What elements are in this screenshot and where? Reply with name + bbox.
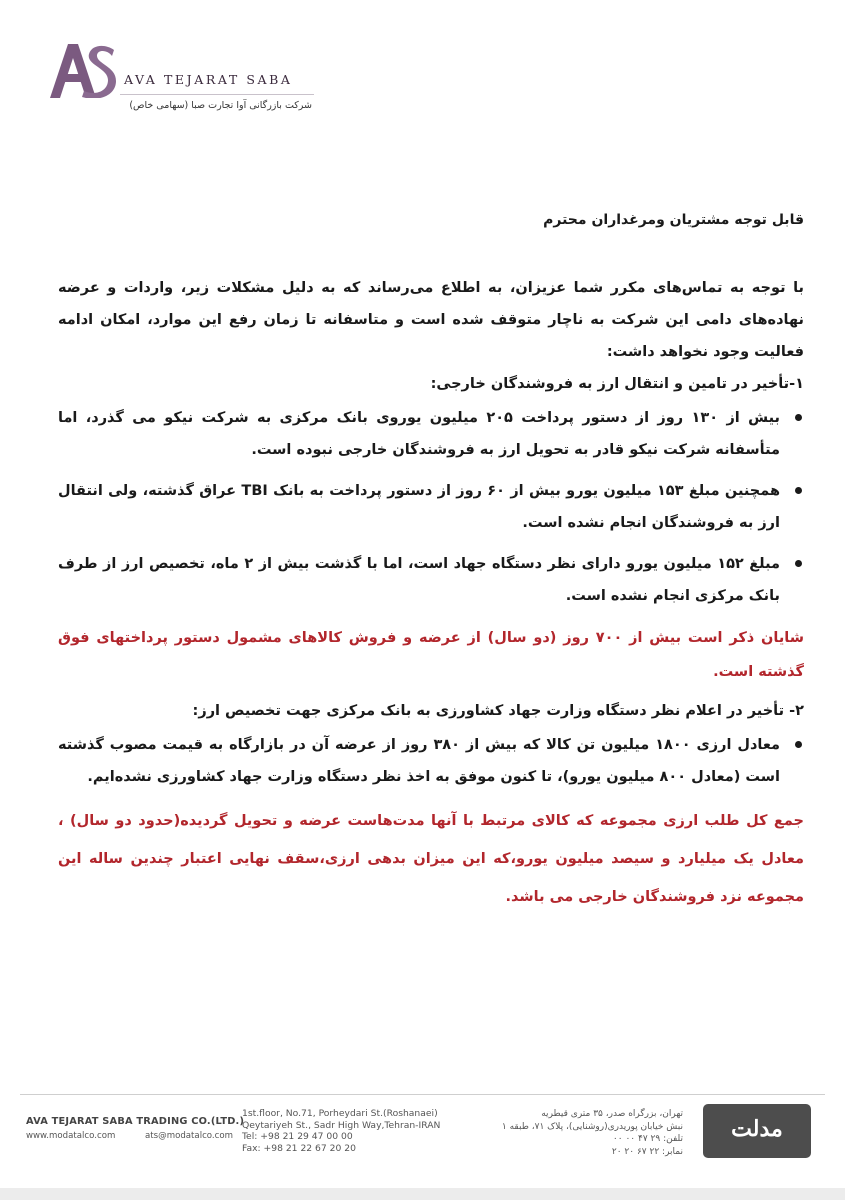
bullet-icon bbox=[795, 741, 802, 748]
bottom-margin-band bbox=[0, 1188, 845, 1200]
list-item-text: معادل ارزی ۱۸۰۰ میلیون تن کالا که بیش از ۳۸۰ روز از عرضه آن در بازارگاه به قیمت مصوب گذشته است (معادل ۸۰۰ میلیون یورو)، تا کنون موفق به اخذ نظر دستگاه وزارت جهاد کشاورزی نشده‌ایم. bbox=[58, 737, 781, 785]
address-line: Qeytariyeh St., Sadr High Way,Tehran-IRAN bbox=[242, 1119, 441, 1131]
list-item bbox=[58, 475, 780, 539]
company-name-fa: شرکت بازرگانی آوا تجارت صبا (سهامی خاص) bbox=[129, 100, 312, 111]
footer-email-link[interactable]: ats@modatalco.com bbox=[145, 1131, 233, 1141]
phone-line: تلفن: ۲۹ ۴۷ ۰۰ ۰۰ bbox=[612, 1134, 683, 1144]
footer-address-en bbox=[242, 1108, 440, 1154]
stamp-label: مدلت bbox=[731, 1116, 783, 1142]
salutation: قابل توجه مشتریان ومرغداران محترم bbox=[543, 212, 804, 228]
bullet-icon bbox=[795, 414, 802, 421]
intro-paragraph: با توجه به تماس‌های مکرر شما عزیزان، به اطلاع می‌رساند که به دلیل مشکلات زیر، واردات و عرضه نهاده‌های دامی این شرکت به ناچار متوقف شده است و متاسفانه تا زمان رفع این موارد، امکان ادامه فعالیت وجود نخواهد داشت: bbox=[58, 280, 804, 360]
note-red-2: جمع کل طلب ارزی مجموعه که کالای مرتبط با آنها مدت‌هاست عرضه و تحویل گردیده(حدود دو سال) ، معادل یک میلیارد و سیصد میلیون یورو،که این میزان بدهی ارزی،سقف نهایی اعتبار چندین ساله این مجموعه نزد فروشندگان خارجی می باشد. bbox=[58, 813, 804, 905]
note-red-1: شایان ذکر است بیش از ۷۰۰ روز (دو سال) از عرضه و فروش کالاهای مشمول دستور پرداختهای فوق گذشته است. bbox=[58, 630, 804, 680]
modalat-logo-stamp bbox=[703, 1104, 811, 1158]
footer-company-name: AVA TEJARAT SABA TRADING CO.(LTD.) bbox=[26, 1116, 245, 1127]
list-item-text: مبلغ ۱۵۲ میلیون یورو دارای نظر دستگاه جهاد است، اما با گذشت بیش از ۲ ماه، تخصیص ارز از طرف بانک مرکزی انجام نشده است. bbox=[58, 556, 780, 604]
fax-line: Fax: +98 21 22 67 20 20 bbox=[242, 1142, 356, 1154]
as-monogram-logo bbox=[48, 44, 116, 98]
footer-divider bbox=[20, 1094, 825, 1095]
address-line: تهران، بزرگراه صدر، ۳۵ متری قیطریه bbox=[541, 1109, 683, 1119]
phone-line: Tel: +98 21 29 47 00 00 bbox=[242, 1131, 353, 1142]
section-1-heading: ۱-تأخیر در تامین و انتقال ارز به فروشندگان خارجی: bbox=[430, 376, 804, 392]
header-divider bbox=[120, 94, 314, 95]
section-2-heading: ۲- تأخیر در اعلام نظر دستگاه وزارت جهاد کشاورزی به بانک مرکزی جهت تخصیص ارز: bbox=[192, 703, 804, 719]
section-1-list bbox=[58, 402, 804, 612]
bullet-icon bbox=[795, 560, 802, 567]
list-item-text: همچنین مبلغ ۱۵۳ میلیون یورو بیش از ۶۰ روز از دستور پرداخت به بانک TBI عراق گذشته، ولی انتقال ارز به فروشندگان انجام نشده است. bbox=[58, 483, 781, 531]
address-line: 1st.floor, No.71, Porheydari St.(Roshanaei) bbox=[242, 1108, 438, 1119]
bullet-icon bbox=[795, 487, 802, 494]
list-item-text: بیش از ۱۳۰ روز از دستور پرداخت ۲۰۵ میلیون یوروی بانک مرکزی به شرکت نیکو می گذرد، اما متأسفانه شرکت نیکو قادر به تحویل ارز به فروشندگان خارجی نبوده است. bbox=[58, 410, 780, 458]
footer-website-link[interactable]: www.modatalco.com bbox=[26, 1131, 116, 1141]
address-line: نبش خیابان پوریدری(روشنایی)، پلاک ۷۱، طبقه ۱ bbox=[501, 1121, 683, 1132]
company-name-en: AVA TEJARAT SABA bbox=[124, 72, 293, 87]
letter-body bbox=[58, 204, 804, 916]
section-2-list bbox=[58, 729, 804, 793]
list-item bbox=[58, 729, 780, 793]
list-item bbox=[58, 548, 780, 612]
fax-line: نمابر: ۲۲ ۶۷ ۲۰ ۲۰ bbox=[611, 1146, 683, 1157]
list-item bbox=[58, 402, 780, 466]
footer-address-fa bbox=[428, 1108, 683, 1158]
